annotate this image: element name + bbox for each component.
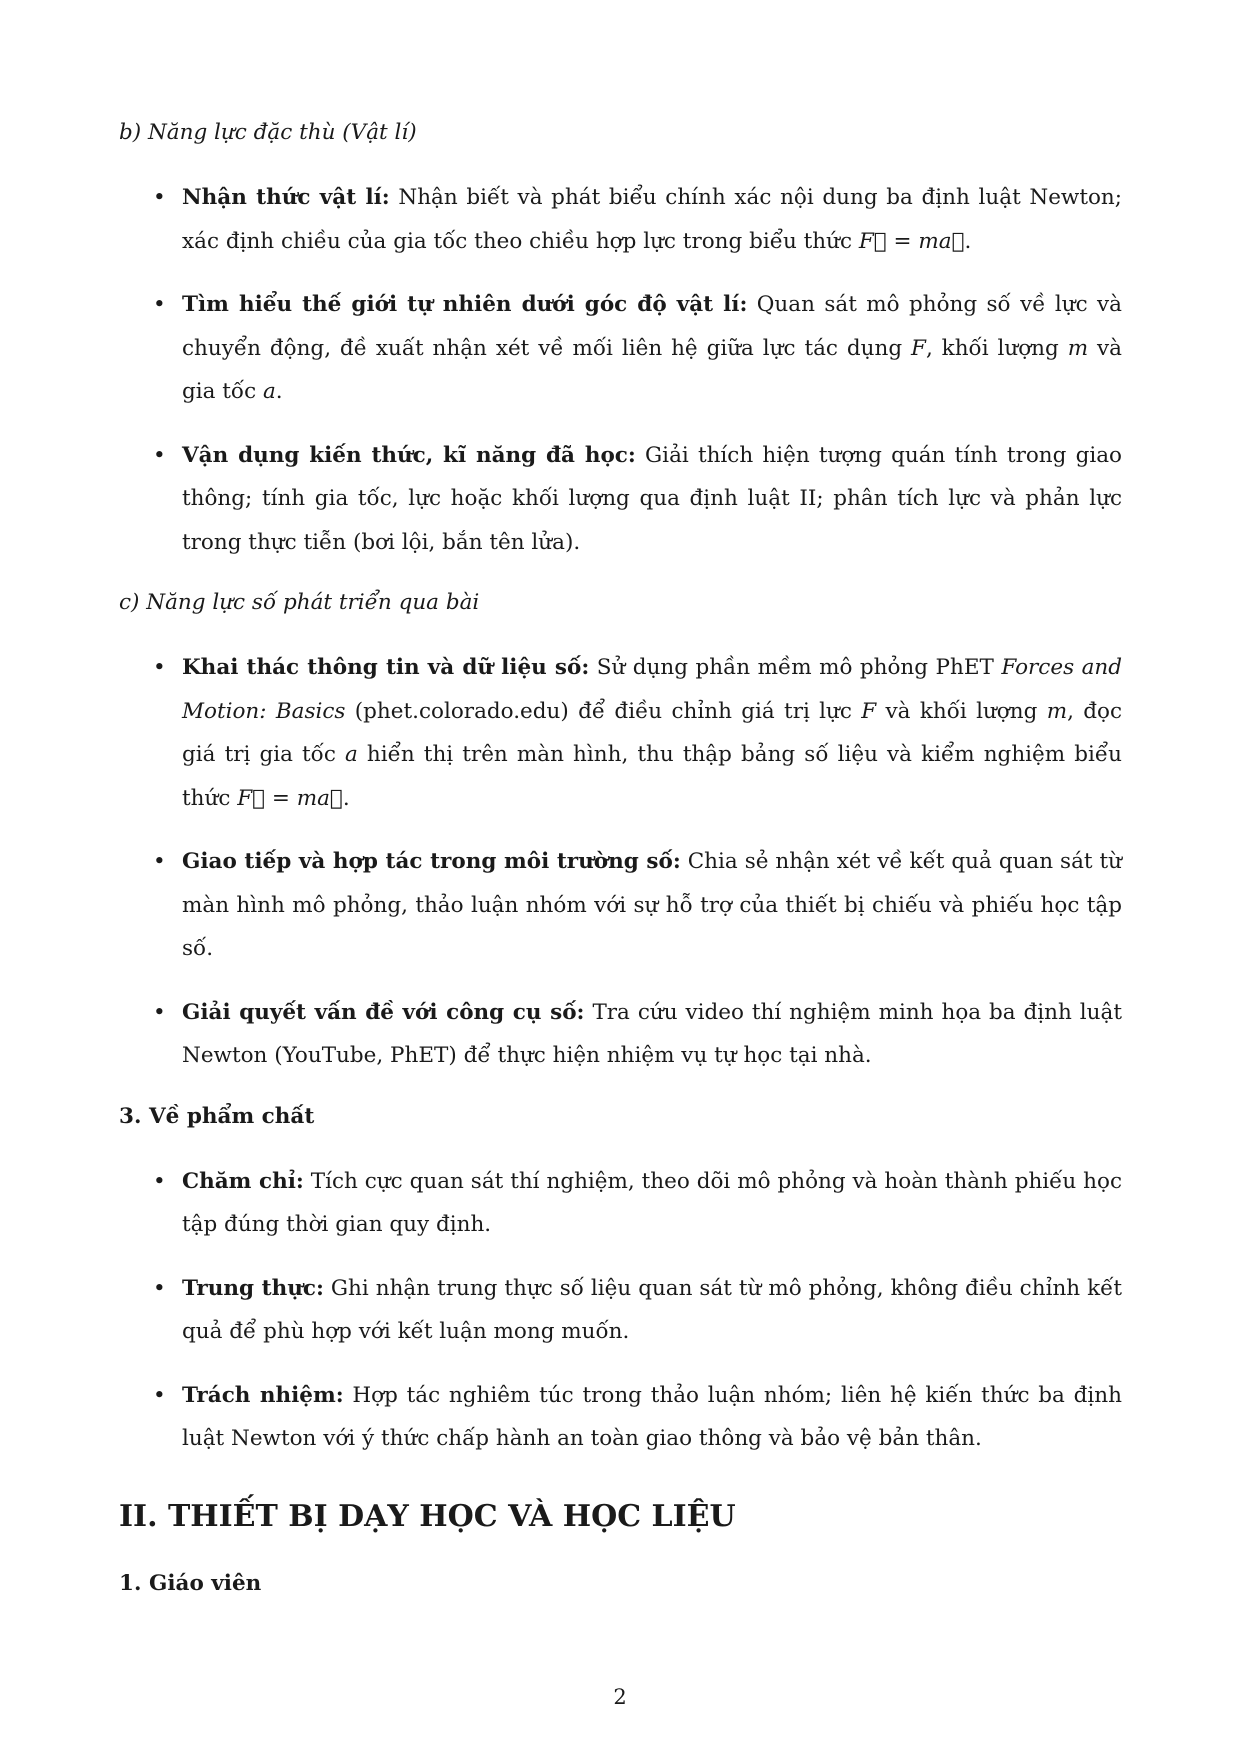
item-term: Tìm hiểu thế giới tự nhiên dưới góc độ vật lí:	[182, 292, 748, 317]
section-number: 1.	[119, 1570, 142, 1596]
item-term: Khai thác thông tin và dữ liệu số:	[182, 655, 590, 680]
variable-m: m	[1067, 335, 1089, 361]
formula: F⃗ = ma⃗	[858, 228, 965, 254]
item-text: Chia sẻ nhận xét về kết quả quan sát từ màn hình mô phỏng, thảo luận nhóm với sự hỗ trợ của thiết bị chiếu và phiếu học tập số.	[182, 849, 1123, 961]
variable-m: m	[1046, 698, 1068, 724]
item-term: Trung thực:	[182, 1275, 324, 1301]
bullet-icon: •	[153, 292, 166, 317]
section-title: Về phẩm chất	[149, 1103, 315, 1129]
item-text: Tra cứu video thí nghiệm minh họa ba định luật Newton (YouTube, PhET) để thực hiện nhiệm vụ tự học tại nhà.	[182, 999, 1122, 1068]
variable-a: a	[344, 742, 358, 767]
section-title: Giáo viên	[149, 1570, 262, 1596]
item-term: Trách nhiệm:	[182, 1382, 344, 1408]
item-text: Hợp tác nghiêm túc trong thảo luận nhóm; liên hệ kiến thức ba định luật Newton với ý thức chấp hành an toàn giao thông và bảo vệ bản thân.	[182, 1382, 1122, 1451]
list-item	[119, 283, 1122, 414]
item-text: , đọc giá trị gia tốc	[182, 698, 1122, 767]
specific-competency-list	[119, 176, 1122, 564]
variable-f: F	[861, 698, 877, 724]
item-text: Tích cực quan sát thí nghiệm, theo dõi mô phỏng và hoàn thành phiếu học tập đúng thời gian quy định.	[182, 1168, 1122, 1237]
item-term: Nhận thức vật lí:	[182, 185, 390, 210]
item-term: Chăm chỉ:	[182, 1168, 304, 1194]
list-item	[119, 1374, 1122, 1461]
subsection-c-heading: c) Năng lực số phát triển qua bài	[119, 590, 480, 615]
list-item	[119, 646, 1122, 820]
bullet-icon: •	[153, 1275, 166, 1301]
item-text: Quan sát mô phỏng số về lực và chuyển động, đề xuất nhận xét về mối liên hệ giữa lực tác dụng	[182, 292, 1122, 361]
section-number: 3.	[119, 1103, 142, 1129]
item-text: Giải thích hiện tượng quán tính trong giao thông; tính gia tốc, lực hoặc khối lượng qua định luật II; phân tích lực và phản lực trong thực tiễn (bơi lội, bắn tên lửa).	[182, 442, 1122, 555]
item-term: Giao tiếp và hợp tác trong môi trường số:	[182, 849, 681, 874]
bullet-icon: •	[153, 849, 166, 874]
formula: F⃗ = ma⃗	[237, 785, 343, 811]
section-ii-heading: II. THIẾT BỊ DẠY HỌC VÀ HỌC LIỆU	[119, 1498, 736, 1534]
list-item	[119, 991, 1122, 1078]
section-3-heading	[119, 1102, 1122, 1132]
list-item	[119, 1267, 1122, 1354]
item-term: Vận dụng kiến thức, kĩ năng đã học:	[182, 442, 636, 468]
item-text: Nhận biết và phát biểu chính xác nội dung ba định luật Newton; xác định chiều của gia tốc theo chiều hợp lực trong biểu thức	[182, 185, 1122, 254]
item-text: và khối lượng	[876, 698, 1047, 724]
bullet-icon: •	[153, 1382, 166, 1408]
item-text: hiển thị trên màn hình, thu thập bảng số liệu và kiểm nghiệm biểu thức	[182, 742, 1122, 811]
item-tail: .	[275, 379, 283, 404]
page-number: 2	[613, 1685, 627, 1709]
variable-a: a	[262, 379, 276, 404]
list-item	[119, 1160, 1122, 1247]
bullet-icon: •	[153, 442, 166, 468]
bullet-icon: •	[153, 999, 166, 1025]
software-name: Forces and Motion: Basics	[182, 655, 1123, 724]
item-tail: .	[964, 228, 972, 254]
bullet-icon: •	[153, 655, 166, 680]
qualities-list	[119, 1160, 1122, 1461]
bullet-icon: •	[153, 1168, 166, 1194]
item-text: , khối lượng	[925, 335, 1068, 361]
item-text: Sử dụng phần mềm mô phỏng PhET	[589, 655, 1002, 680]
digital-competency-list	[119, 646, 1122, 1078]
bullet-icon: •	[153, 185, 166, 210]
item-tail: .	[342, 785, 350, 811]
subsection-b-heading: b) Năng lực đặc thù (Vật lí)	[119, 120, 417, 145]
list-item	[119, 176, 1122, 263]
section-1-heading	[119, 1569, 1122, 1599]
item-text: Ghi nhận trung thực số liệu quan sát từ mô phỏng, không điều chỉnh kết quả để phù hợp với kết luận mong muốn.	[182, 1275, 1123, 1344]
item-term: Giải quyết vấn đề với công cụ số:	[182, 999, 585, 1025]
list-item	[119, 840, 1122, 971]
item-text: (phet.colorado.edu) để điều chỉnh giá trị lực	[345, 698, 862, 724]
list-item	[119, 434, 1122, 565]
item-text: và gia tốc	[182, 335, 1122, 404]
variable-f: F	[911, 335, 926, 361]
